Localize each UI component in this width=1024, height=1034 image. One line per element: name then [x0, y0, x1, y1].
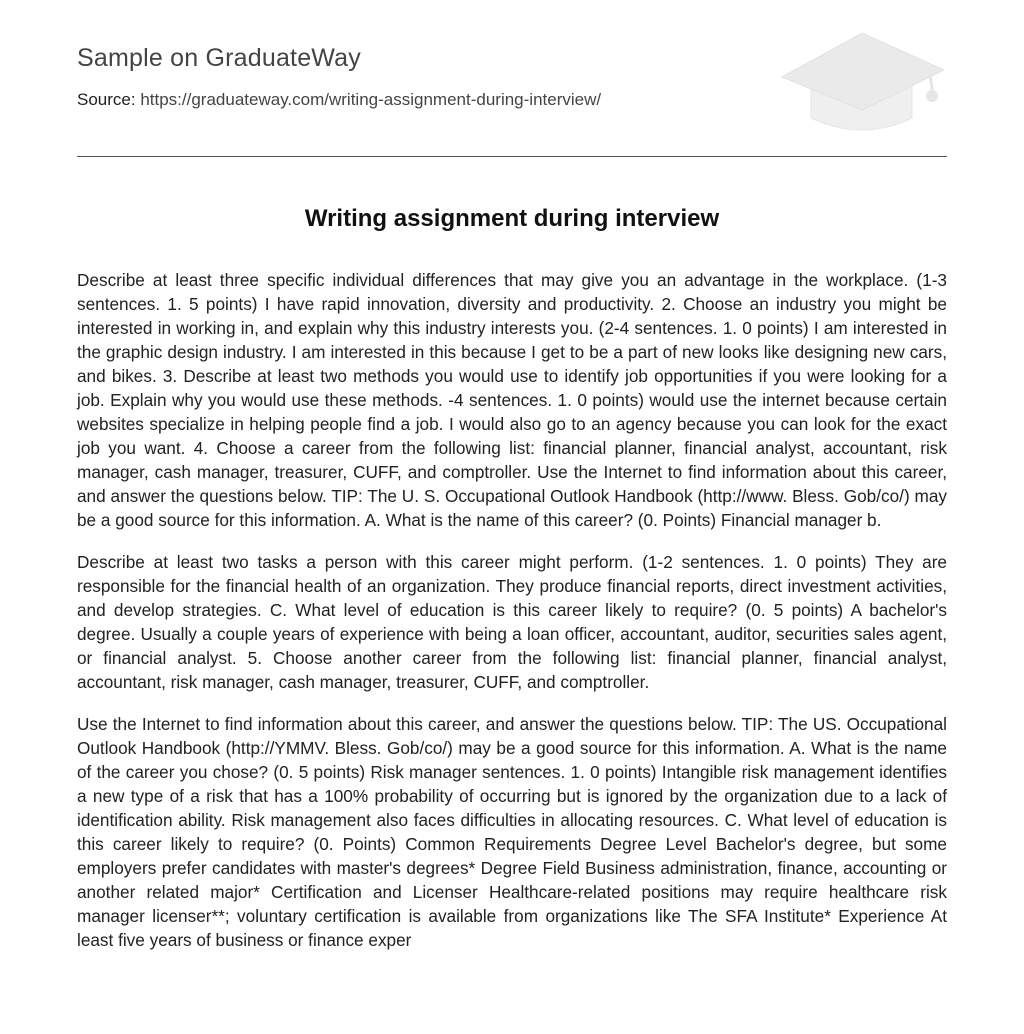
document-title: Writing assignment during interview — [304, 205, 720, 232]
paragraph: Use the Internet to find information about this career, and answer the questions below. TIP: The US. Occupational Outlook Handbook (http://YMMV. Bless. Gob/co/) may be a good source for this information. A. What is the name of the career you chose? (0. 5 points) Risk manager sentences. 1. 0 points) Intangible risk management identifies a new type of a risk that has a 100% probability of occurring but is ignored by the organization due to a lack of identification ability. Risk management also faces difficulties in allocating resources. C. What level of education is this career likely to require? (0. Points) Common Requirements Degree Level Bachelor's degree, but some employers prefer candidates with master's degrees* Degree Field Business administration, finance, accounting or another related major* Certification and Licenser Healthcare-related positions may require healthcare risk manager licenser**; voluntary certification is available from organizations like The SFA Institute* Experience At least five years of business or finance exper — [77, 714, 947, 950]
paragraph: Describe at least three specific individual differences that may give you an advantage in the workplace. (1-3 sentences. 1. 5 points) I have rapid innovation, diversity and productivity. 2. Choose an industry you might be interested in working in, and explain why this industry interests you. (2-4 sentences. 1. 0 points) I am interested in the graphic design industry. I am interested in this because I get to be a part of new looks like designing new cars, and bikes. 3. Describe at least two methods you would use to identify job opportunities if you were looking for a job. Explain why you would use these methods. -4 sentences. 1. 0 points) would use the internet because certain websites specialize in helping people find a job. I would also go to an agency because you can look for the exact job you want. 4. Choose a career from the following list: financial planner, financial analyst, accountant, risk manager, cash manager, treasurer, CUFF, and comptroller. Use the Internet to find information about this career, and answer the questions below. TIP: The U. S. Occupational Outlook Handbook (http://www. Bless. Gob/co/) may be a good source for this information. A. What is the name of this career? (0. Points) Financial manager b. — [77, 270, 947, 530]
paragraph: Describe at least two tasks a person with this career might perform. (1-2 sentences. 1. 0 points) They are responsible for the financial health of an organization. They produce financial reports, direct investment activities, and develop strategies. C. What level of education is this career likely to require? (0. 5 points) A bachelor's degree. Usually a couple years of experience with being a loan officer, accountant, auditor, securities sales agent, or financial analyst. 5. Choose another career from the following list: financial planner, financial analyst, accountant, risk manager, cash manager, treasurer, CUFF, and comptroller. — [77, 552, 947, 692]
header — [77, 0, 947, 157]
document-body — [77, 268, 947, 970]
site-title: Sample on GraduateWay — [77, 44, 361, 72]
source-line — [77, 90, 601, 110]
source-label: Source: — [77, 90, 136, 109]
graduation-cap-icon — [780, 30, 946, 134]
page — [77, 0, 947, 950]
source-link[interactable]: https://graduateway.com/writing-assignment-during-interview/ — [140, 90, 602, 109]
